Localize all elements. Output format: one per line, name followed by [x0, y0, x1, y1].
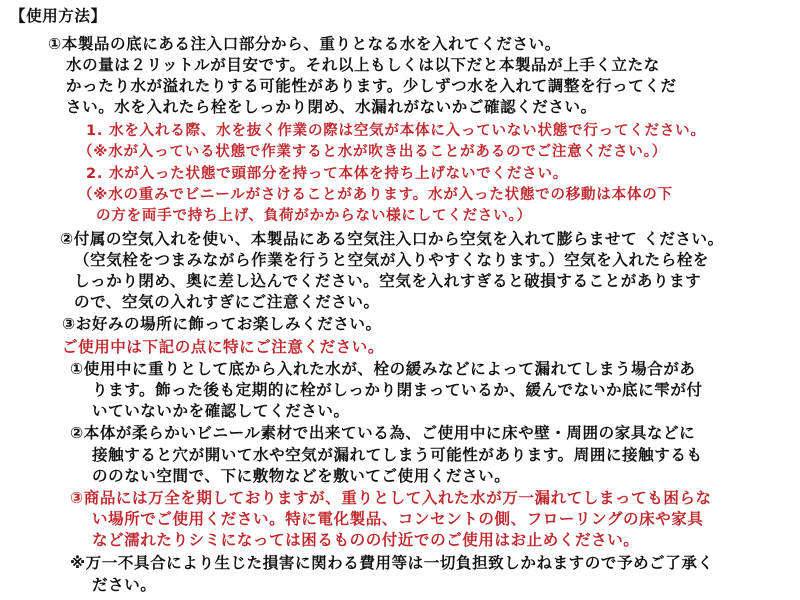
caution2-line2: （※水の重みでビニールがさけることがあります。水が入った状態での移動は本体の下 [78, 187, 673, 203]
step2-line2: （空気栓をつまみながら作業を行うと空気が入りやすくなります。）空気を入れたら栓を [74, 251, 710, 269]
notice1-line2: ります。飾った後も定期的に栓がしっかり閉まっているか、緩んでないか底に雫が付 [92, 381, 703, 399]
step3-line1: ③お好みの場所に飾ってお楽しみください。 [62, 315, 382, 333]
caution1-line1: 1. 水を入れる際、水を抜く作業の際は空気が本体に入っていない状態で行ってください。 [86, 123, 706, 139]
step1-line4: さい。水を入れたら栓をしっかり閉め、水漏れがないかご確認ください。 [66, 98, 597, 116]
notice3-line2: い場所でご使用ください。特に電化製品、コンセントの側、フローリングの床や家具 [92, 510, 704, 528]
step2-line4: ので、空気の入れすぎにご注意ください。 [74, 293, 380, 311]
step1-line2: 水の量は２リットルが目安です。それ以上もしくは以下だと本製品が上手く立たな [66, 56, 660, 74]
notice3-line1: ③商品には万全を期しておりますが、重りとして入れた水が万一漏れてしまっても困らな [70, 489, 712, 507]
notice2-line2: 接触すると穴が開いて水や空気が漏れてしまう可能性があります。周囲に接触するも [92, 446, 703, 464]
notice2-line1: ②本体が柔らかいビニール素材で出来ている為、ご使用中に床や壁・周囲の家具などに [70, 424, 696, 442]
caution2-line1: 2. 水が入った状態で頭部分を持って本体を持ち上げないでください。 [86, 166, 569, 182]
step1-line1: ①本製品の底にある注入口部分から、重りとなる水を入れてください。 [48, 35, 561, 53]
section-heading: 【使用方法】 [10, 7, 107, 25]
notice2-line3: ののない空間で、下に敷物などを敷いてご使用ください。 [92, 467, 511, 485]
caution2-line3: の方を両手で持ち上げ、負荷がかからない様にしてください。） [96, 208, 532, 224]
step1-line3: かったり水が溢れたりする可能性があります。少しずつ水を入れて調整を行ってくだ [66, 77, 677, 95]
notice1-line3: いていないかを確認してください。 [92, 402, 350, 420]
notice3-line3: など濡れたりシミになっては困るものの付近でのご使用はお止めください。 [92, 531, 640, 549]
notice-heading: ご使用中は下記の点に特にご注意ください。 [62, 338, 385, 356]
step2-line1: ②付属の空気入れを使い、本製品にある空気注入口から空気を入れて膨らませて ください。 [60, 230, 724, 248]
step2-line3: しっかり閉め、奥に差し込んでください。空気を入れすぎると破損することがあります [74, 272, 702, 290]
caution1-line2: （※水が入っている状態で作業すると水が吹き出ることがあるのでご注意ください。） [78, 144, 668, 160]
notice1-line1: ①使用中に重りとして底から入れた水が、栓の緩みなどによって漏れてしまう場合があ [70, 360, 696, 378]
disclaimer-line1: ※万一不具合により生じた損害に関わる費用等は一切負担致しかねますので予めご了承く [70, 554, 714, 572]
disclaimer-line2: ださい。 [92, 576, 157, 594]
